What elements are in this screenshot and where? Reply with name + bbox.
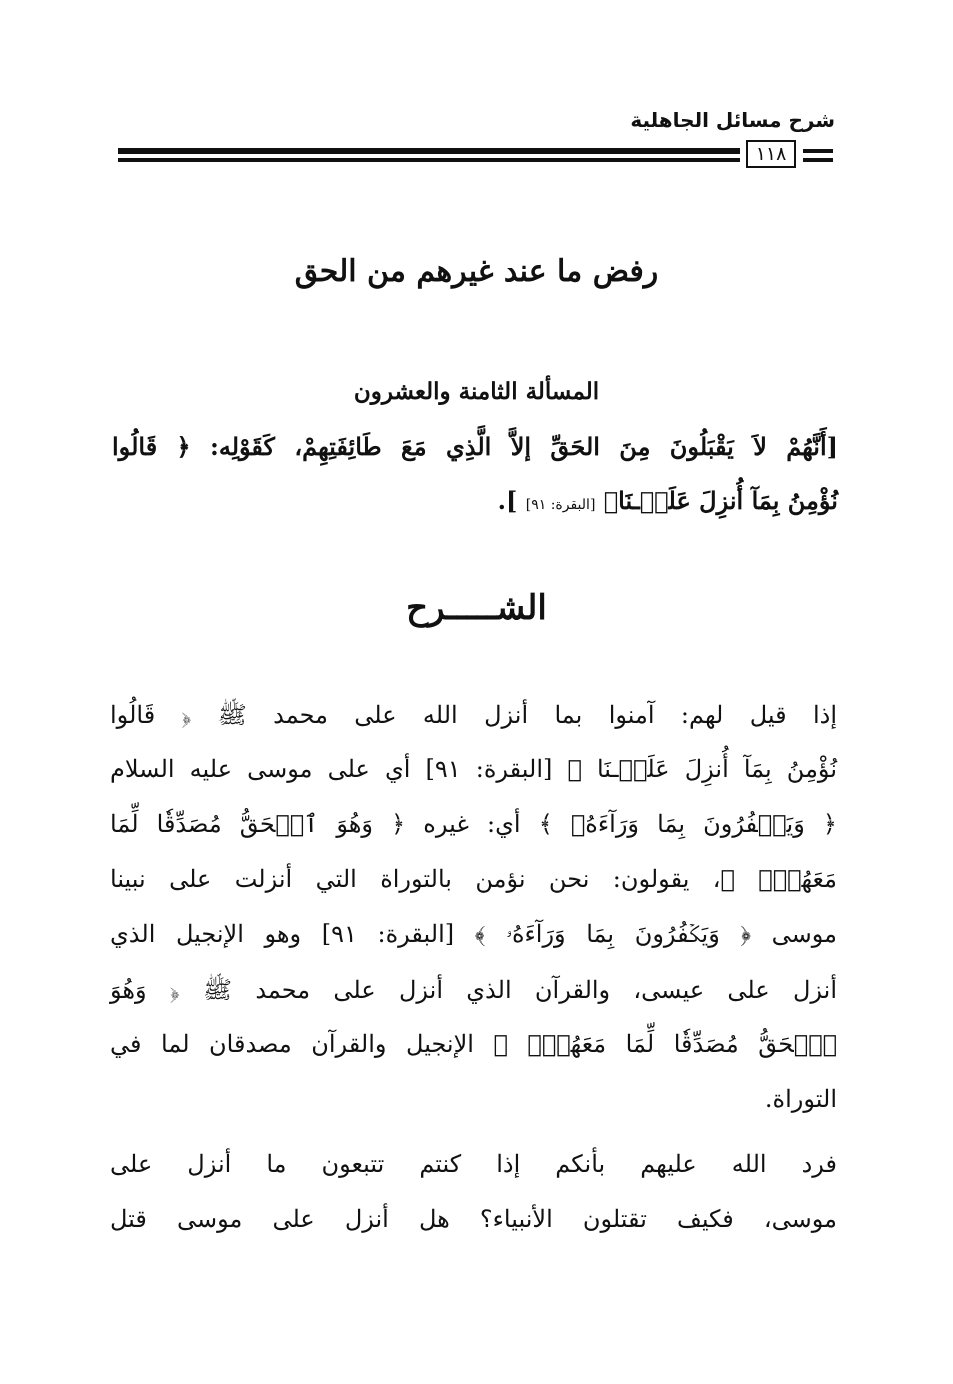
verse-reference: [البقرة: ٩١] — [525, 497, 596, 513]
header-rule-thick — [118, 148, 740, 154]
body-line: ٱلۡحَقُّ مُصَدِّقٗا لِّمَا مَعَهُمۡۗ ﴾ الإنجيل والقرآن مصدقان لما في — [110, 1030, 837, 1058]
body-line: ﴿ وَيَكۡفُرُونَ بِمَا وَرَآءَهُۥ ﴾ أي: غيره ﴿ وَهُوَ ٱلۡحَقُّ مُصَدِّقٗا لِّمَا — [110, 810, 837, 838]
issue-text-line-1: [أَنَّهُمْ لاَ يَقْبَلُونَ مِنَ الحَقِّ إلاَّ الَّذِي مَعَ طَائِفَتِهِمْ، كَقَوْلِه: ﴿ قَالُوا — [112, 432, 838, 461]
header-rule-thin — [118, 158, 740, 162]
body-line: موسى ﴿ وَيَكۡفُرُونَ بِمَا وَرَآءَهُۥ ﴾ [البقرة: ٩١] وهو الإنجيل الذي — [110, 920, 837, 948]
page-number: ١١٨ — [746, 140, 796, 168]
issue-text-line-2 — [112, 486, 838, 515]
issue-title: المسألة الثامنة والعشرون — [353, 378, 600, 405]
body-line: التوراة. — [764, 1085, 837, 1113]
body-line: نُؤْمِنُ بِمَآ أُنزِلَ عَلَيۡـنَا ﴾ [البقرة: ٩١] أي على موسى عليه السلام — [110, 755, 838, 783]
issue-closing-bracket: ]. — [497, 486, 518, 515]
running-title: شرح مسائل الجاهلية — [630, 108, 835, 132]
page-number-rule-bottom — [803, 158, 833, 162]
page-number-rule-top — [803, 149, 833, 153]
body-line: إذا قيل لهم: آمنوا بما أنزل الله على محمد ﷺ ﴿ قَالُوا — [110, 701, 837, 729]
body-line: فرد الله عليهم بأنكم إذا كنتم تتبعون ما أنزل على — [110, 1150, 837, 1178]
body-line: موسى، فكيف تقتلون الأنبياء؟ هل أنزل على موسى قتل — [110, 1205, 837, 1233]
body-line: مَعَهُمۡۗ ﴾، يقولون: نحن نؤمن بالتوراة التي أنزلت على نبينا — [110, 865, 837, 893]
body-line: أنزل على عيسى، والقرآن الذي أنزل على محمد ﷺ ﴿ وَهُوَ — [110, 976, 837, 1004]
section-title: رفض ما عند غيرهم من الحق — [294, 254, 659, 289]
quran-verse: نُؤْمِنُ بِمَآ أُنزِلَ عَلَيۡـنَا﴾ — [603, 486, 838, 515]
sharh-heading: الشـــــرح — [406, 588, 547, 628]
